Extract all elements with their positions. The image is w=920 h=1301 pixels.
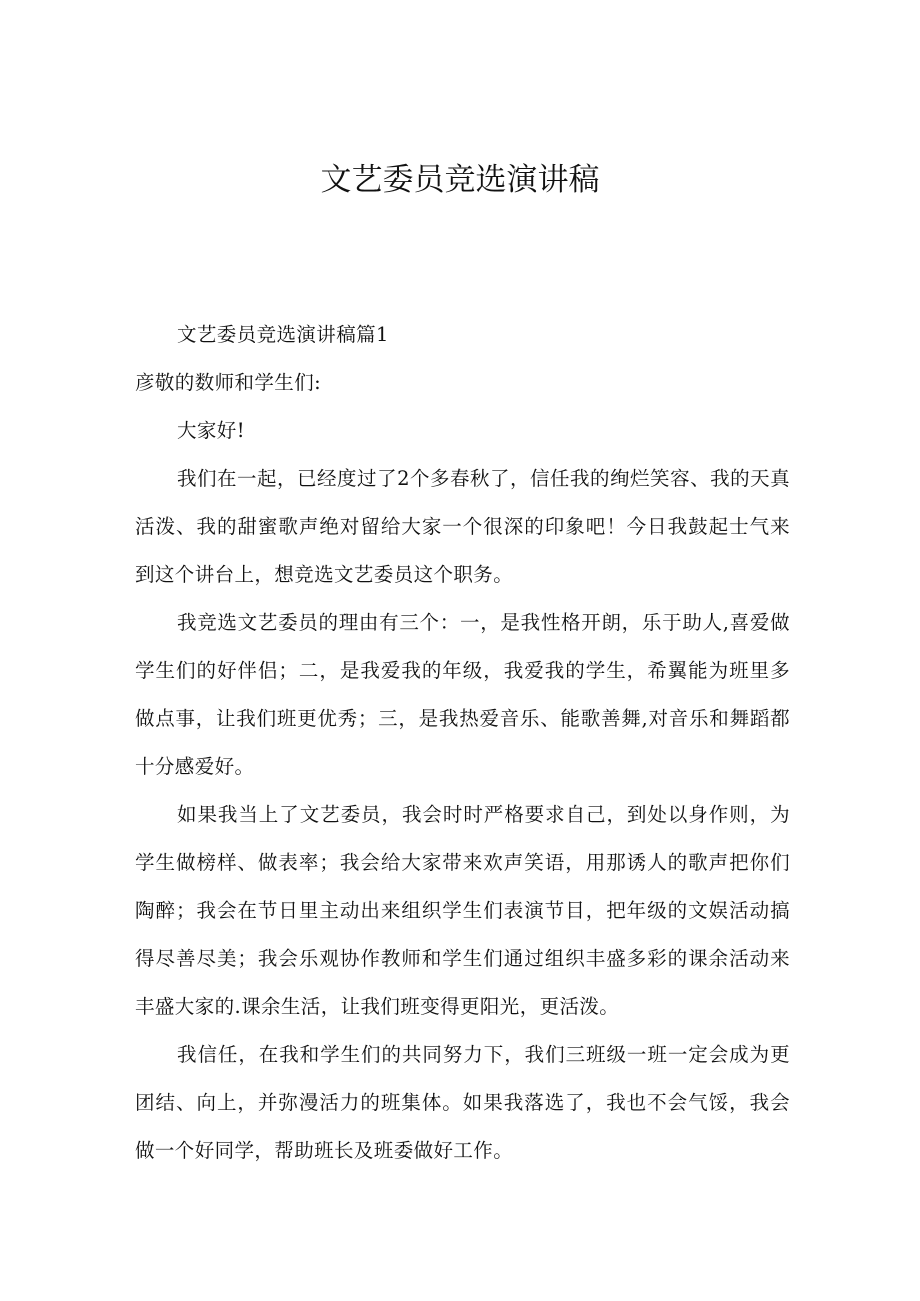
paragraph: 我竞选文艺委员的理由有三个：一，是我性格开朗，乐于助人,喜爱做学生们的好伴侣；二，是我爱我的年级，我爱我的学生，希翼能为班里多做点事，让我们班更优秀；三，是我热爱音乐、能歌善舞,对音乐和舞蹈都十分感爱好。 bbox=[135, 611, 790, 778]
salutation: 彦敬的数师和学生们: bbox=[135, 371, 322, 394]
document-body bbox=[135, 311, 790, 1175]
paragraph: 如果我当上了文艺委员，我会时时严格要求自己，到处以身作则，为学生做榜样、做表率；我会给大家带来欢声笑语，用那诱人的歌声把你们陶醉；我会在节日里主动出来组织学生们表演节目，把年级的文娱活动搞得尽善尽美；我会乐观协作教师和学生们通过组织丰盛多彩的课余活动来丰盛大家的.课余生活，让我们班变得更阳光，更活泼。 bbox=[135, 803, 790, 1018]
greeting: 大家好! bbox=[177, 419, 245, 442]
paragraph: 我们在一起，已经度过了2个多春秋了，信任我的绚烂笑容、我的天真活泼、我的甜蜜歌声绝对留给大家一个很深的印象吧！今日我鼓起士气来到这个讲台上，想竞选文艺委员这个职务。 bbox=[135, 467, 790, 586]
paragraph: 我信任，在我和学生们的共同努力下，我们三班级一班一定会成为更团结、向上，并弥漫活力的班集体。如果我落选了，我也不会气馁，我会做一个好同学，帮助班长及班委做好工作。 bbox=[135, 1043, 790, 1162]
section-heading: 文艺委员竞选演讲稿篇1 bbox=[177, 323, 389, 346]
document-title: 文艺委员竞选演讲稿 bbox=[320, 162, 600, 198]
